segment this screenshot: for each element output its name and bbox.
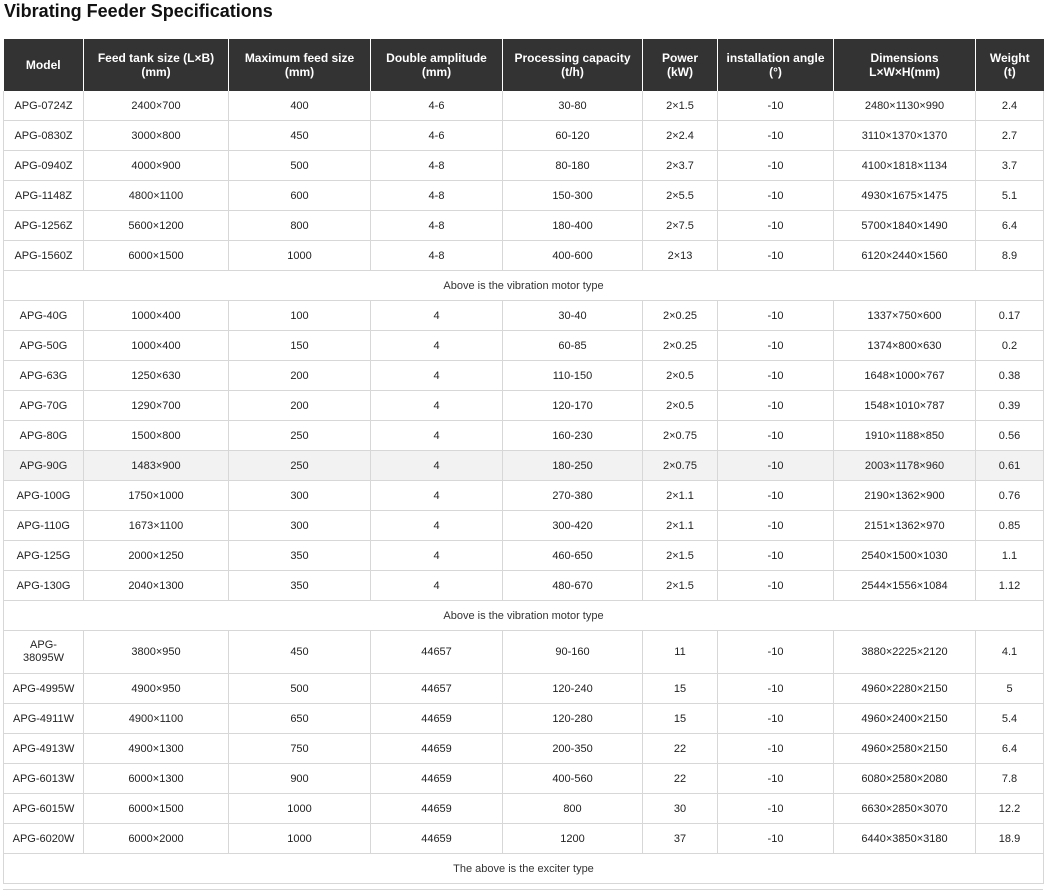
table-cell: -10 — [718, 541, 834, 571]
bottom-divider — [3, 889, 1043, 890]
table-row — [4, 541, 1044, 571]
table-header — [4, 39, 1044, 91]
table-row — [4, 331, 1044, 361]
table-cell: 3880×2225×2120 — [834, 631, 976, 674]
table-cell: 1000×400 — [84, 331, 229, 361]
table-cell: 0.76 — [976, 481, 1044, 511]
table-cell: 180-250 — [503, 451, 643, 481]
column-header: Processing capacity (t/h) — [503, 39, 643, 91]
table-row — [4, 151, 1044, 181]
table-row — [4, 704, 1044, 734]
model-cell: APG-90G — [4, 451, 84, 481]
table-cell: 400-560 — [503, 764, 643, 794]
table-cell: 350 — [229, 571, 371, 601]
table-cell: 0.56 — [976, 421, 1044, 451]
table-cell: 0.61 — [976, 451, 1044, 481]
column-header: Model — [4, 39, 84, 91]
table-cell: 22 — [643, 734, 718, 764]
table-cell: 8.9 — [976, 241, 1044, 271]
table-cell: 6000×2000 — [84, 824, 229, 854]
model-cell: APG-70G — [4, 391, 84, 421]
table-cell: 300 — [229, 481, 371, 511]
table-cell: 150 — [229, 331, 371, 361]
table-cell: 60-85 — [503, 331, 643, 361]
model-cell: APG-40G — [4, 301, 84, 331]
table-cell: 6.4 — [976, 734, 1044, 764]
table-cell: 15 — [643, 674, 718, 704]
table-cell: 2×1.5 — [643, 91, 718, 121]
table-cell: 37 — [643, 824, 718, 854]
table-cell: 4000×900 — [84, 151, 229, 181]
table-row — [4, 421, 1044, 451]
table-cell: 4960×2400×2150 — [834, 704, 976, 734]
table-cell: 4930×1675×1475 — [834, 181, 976, 211]
table-cell: -10 — [718, 674, 834, 704]
table-cell: 2×0.25 — [643, 301, 718, 331]
table-cell: 4 — [371, 331, 503, 361]
table-row — [4, 764, 1044, 794]
table-cell: 4-6 — [371, 91, 503, 121]
table-cell: 30 — [643, 794, 718, 824]
table-row — [4, 391, 1044, 421]
table-cell: 2×2.4 — [643, 121, 718, 151]
table-cell: 6630×2850×3070 — [834, 794, 976, 824]
table-cell: 5.4 — [976, 704, 1044, 734]
table-cell: -10 — [718, 631, 834, 674]
table-cell: 5700×1840×1490 — [834, 211, 976, 241]
table-cell: 3000×800 — [84, 121, 229, 151]
table-cell: 30-80 — [503, 91, 643, 121]
table-cell: 7.8 — [976, 764, 1044, 794]
column-header: Maximum feed size (mm) — [229, 39, 371, 91]
table-cell: 1290×700 — [84, 391, 229, 421]
table-cell: 300 — [229, 511, 371, 541]
table-cell: 750 — [229, 734, 371, 764]
table-cell: -10 — [718, 331, 834, 361]
table-cell: 120-240 — [503, 674, 643, 704]
table-cell: 2×0.75 — [643, 421, 718, 451]
table-cell: 6120×2440×1560 — [834, 241, 976, 271]
table-row — [4, 824, 1044, 854]
table-cell: 4-6 — [371, 121, 503, 151]
table-cell: -10 — [718, 451, 834, 481]
table-cell: 12.2 — [976, 794, 1044, 824]
table-body — [4, 91, 1044, 884]
table-cell: 4 — [371, 361, 503, 391]
table-cell: -10 — [718, 481, 834, 511]
table-cell: 1500×800 — [84, 421, 229, 451]
table-cell: -10 — [718, 391, 834, 421]
table-cell: -10 — [718, 764, 834, 794]
table-cell: 120-280 — [503, 704, 643, 734]
model-cell: APG-1148Z — [4, 181, 84, 211]
table-cell: 2480×1130×990 — [834, 91, 976, 121]
model-cell: APG-6015W — [4, 794, 84, 824]
table-row — [4, 794, 1044, 824]
model-cell: APG-6013W — [4, 764, 84, 794]
table-cell: 160-230 — [503, 421, 643, 451]
table-cell: 0.2 — [976, 331, 1044, 361]
table-cell: 44657 — [371, 674, 503, 704]
table-cell: 4 — [371, 571, 503, 601]
table-cell: 1910×1188×850 — [834, 421, 976, 451]
table-cell: 90-160 — [503, 631, 643, 674]
table-cell: 400-600 — [503, 241, 643, 271]
specifications-table — [3, 39, 1044, 884]
table-cell: -10 — [718, 421, 834, 451]
table-cell: 6440×3850×3180 — [834, 824, 976, 854]
table-cell: 250 — [229, 421, 371, 451]
table-cell: 4 — [371, 421, 503, 451]
table-cell: 1.12 — [976, 571, 1044, 601]
table-cell: 1250×630 — [84, 361, 229, 391]
table-cell: 460-650 — [503, 541, 643, 571]
table-cell: 4900×1100 — [84, 704, 229, 734]
table-cell: 4800×1100 — [84, 181, 229, 211]
table-cell: 2×0.5 — [643, 361, 718, 391]
table-cell: 2003×1178×960 — [834, 451, 976, 481]
table-cell: 2×5.5 — [643, 181, 718, 211]
table-cell: -10 — [718, 734, 834, 764]
table-row — [4, 301, 1044, 331]
table-cell: 800 — [503, 794, 643, 824]
table-cell: 44659 — [371, 734, 503, 764]
table-cell: 270-380 — [503, 481, 643, 511]
table-cell: 1648×1000×767 — [834, 361, 976, 391]
table-cell: 15 — [643, 704, 718, 734]
table-cell: 2×7.5 — [643, 211, 718, 241]
table-cell: 4 — [371, 301, 503, 331]
model-cell: APG-63G — [4, 361, 84, 391]
table-row — [4, 631, 1044, 674]
table-cell: 2×3.7 — [643, 151, 718, 181]
table-cell: -10 — [718, 241, 834, 271]
table-cell: 200 — [229, 361, 371, 391]
table-cell: 2×1.5 — [643, 571, 718, 601]
table-cell: 44659 — [371, 704, 503, 734]
model-cell: APG-0830Z — [4, 121, 84, 151]
table-cell: 200-350 — [503, 734, 643, 764]
table-cell: 6.4 — [976, 211, 1044, 241]
table-cell: 11 — [643, 631, 718, 674]
table-row — [4, 361, 1044, 391]
table-cell: 3110×1370×1370 — [834, 121, 976, 151]
table-cell: 4-8 — [371, 211, 503, 241]
table-cell: 0.17 — [976, 301, 1044, 331]
table-cell: 4100×1818×1134 — [834, 151, 976, 181]
table-row — [4, 91, 1044, 121]
table-cell: 650 — [229, 704, 371, 734]
table-cell: 4.1 — [976, 631, 1044, 674]
model-cell: APG-125G — [4, 541, 84, 571]
table-cell: 2×13 — [643, 241, 718, 271]
table-cell: 2×1.1 — [643, 511, 718, 541]
table-cell: 2040×1300 — [84, 571, 229, 601]
table-cell: 60-120 — [503, 121, 643, 151]
note-text: Above is the vibration motor type — [4, 601, 1044, 631]
table-cell: 1.1 — [976, 541, 1044, 571]
table-cell: 44657 — [371, 631, 503, 674]
page-title: Vibrating Feeder Specifications — [4, 1, 273, 21]
model-cell: APG-0940Z — [4, 151, 84, 181]
table-cell: 44659 — [371, 824, 503, 854]
table-cell: 6000×1300 — [84, 764, 229, 794]
table-cell: -10 — [718, 571, 834, 601]
table-cell: 4960×2280×2150 — [834, 674, 976, 704]
table-cell: -10 — [718, 121, 834, 151]
table-cell: 4 — [371, 451, 503, 481]
table-cell: 150-300 — [503, 181, 643, 211]
model-cell: APG-100G — [4, 481, 84, 511]
table-cell: 6000×1500 — [84, 794, 229, 824]
table-cell: 44659 — [371, 764, 503, 794]
table-note-row — [4, 271, 1044, 301]
table-cell: -10 — [718, 211, 834, 241]
table-cell: -10 — [718, 824, 834, 854]
table-cell: 0.85 — [976, 511, 1044, 541]
table-cell: 1337×750×600 — [834, 301, 976, 331]
table-cell: -10 — [718, 181, 834, 211]
table-cell: 1374×800×630 — [834, 331, 976, 361]
header-row — [4, 39, 1044, 91]
table-row — [4, 734, 1044, 764]
table-cell: 22 — [643, 764, 718, 794]
column-header: Power (kW) — [643, 39, 718, 91]
table-cell: 500 — [229, 151, 371, 181]
table-cell: -10 — [718, 301, 834, 331]
column-header: Double amplitude (mm) — [371, 39, 503, 91]
column-header: Feed tank size (L×B) (mm) — [84, 39, 229, 91]
table-cell: 2×0.5 — [643, 391, 718, 421]
table-cell: 1000 — [229, 824, 371, 854]
table-cell: 18.9 — [976, 824, 1044, 854]
table-row — [4, 211, 1044, 241]
table-cell: 180-400 — [503, 211, 643, 241]
note-text: Above is the vibration motor type — [4, 271, 1044, 301]
table-cell: 3800×950 — [84, 631, 229, 674]
table-row — [4, 451, 1044, 481]
table-cell: 4900×950 — [84, 674, 229, 704]
table-cell: 2×0.25 — [643, 331, 718, 361]
note-text: The above is the exciter type — [4, 854, 1044, 884]
table-cell: 900 — [229, 764, 371, 794]
table-cell: 30-40 — [503, 301, 643, 331]
table-cell: -10 — [718, 511, 834, 541]
table-cell: 100 — [229, 301, 371, 331]
table-cell: 4900×1300 — [84, 734, 229, 764]
table-cell: -10 — [718, 794, 834, 824]
table-cell: 500 — [229, 674, 371, 704]
table-cell: 3.7 — [976, 151, 1044, 181]
table-cell: 480-670 — [503, 571, 643, 601]
table-cell: 1673×1100 — [84, 511, 229, 541]
table-cell: 2.7 — [976, 121, 1044, 151]
table-cell: 6000×1500 — [84, 241, 229, 271]
table-cell: 4 — [371, 391, 503, 421]
table-note-row — [4, 601, 1044, 631]
table-note-row — [4, 854, 1044, 884]
model-cell: APG-80G — [4, 421, 84, 451]
table-cell: 80-180 — [503, 151, 643, 181]
table-cell: 250 — [229, 451, 371, 481]
table-cell: -10 — [718, 91, 834, 121]
table-row — [4, 674, 1044, 704]
table-cell: 110-150 — [503, 361, 643, 391]
table-cell: 5 — [976, 674, 1044, 704]
table-cell: 300-420 — [503, 511, 643, 541]
table-row — [4, 241, 1044, 271]
model-cell: APG-6020W — [4, 824, 84, 854]
table-cell: 4-8 — [371, 181, 503, 211]
table-cell: 2000×1250 — [84, 541, 229, 571]
model-cell: APG-130G — [4, 571, 84, 601]
table-row — [4, 481, 1044, 511]
table-cell: 1000×400 — [84, 301, 229, 331]
model-cell: APG-4913W — [4, 734, 84, 764]
table-cell: 1750×1000 — [84, 481, 229, 511]
table-cell: 2×0.75 — [643, 451, 718, 481]
table-cell: 5.1 — [976, 181, 1044, 211]
table-cell: 0.39 — [976, 391, 1044, 421]
column-header: installation angle (°) — [718, 39, 834, 91]
table-cell: 400 — [229, 91, 371, 121]
model-cell: APG-1256Z — [4, 211, 84, 241]
table-cell: 2×1.1 — [643, 481, 718, 511]
model-cell: APG-50G — [4, 331, 84, 361]
table-cell: 2400×700 — [84, 91, 229, 121]
table-row — [4, 511, 1044, 541]
table-cell: 350 — [229, 541, 371, 571]
table-cell: 4-8 — [371, 151, 503, 181]
table-cell: 44659 — [371, 794, 503, 824]
table-cell: 2.4 — [976, 91, 1044, 121]
table-cell: 200 — [229, 391, 371, 421]
model-cell: APG-4995W — [4, 674, 84, 704]
table-cell: -10 — [718, 151, 834, 181]
table-cell: 450 — [229, 121, 371, 151]
table-cell: 4 — [371, 511, 503, 541]
column-header: Dimensions L×W×H(mm) — [834, 39, 976, 91]
table-cell: -10 — [718, 361, 834, 391]
table-cell: 4960×2580×2150 — [834, 734, 976, 764]
table-cell: 2×1.5 — [643, 541, 718, 571]
table-row — [4, 181, 1044, 211]
table-cell: 6080×2580×2080 — [834, 764, 976, 794]
model-cell: APG-4911W — [4, 704, 84, 734]
table-cell: 2190×1362×900 — [834, 481, 976, 511]
model-cell: APG-110G — [4, 511, 84, 541]
model-cell: APG-0724Z — [4, 91, 84, 121]
column-header: Weight (t) — [976, 39, 1044, 91]
table-row — [4, 121, 1044, 151]
model-cell: APG- 38095W — [4, 631, 84, 674]
table-cell: 120-170 — [503, 391, 643, 421]
model-cell: APG-1560Z — [4, 241, 84, 271]
table-cell: -10 — [718, 704, 834, 734]
table-cell: 4-8 — [371, 241, 503, 271]
table-row — [4, 571, 1044, 601]
table-cell: 600 — [229, 181, 371, 211]
table-cell: 5600×1200 — [84, 211, 229, 241]
table-cell: 1483×900 — [84, 451, 229, 481]
table-cell: 1548×1010×787 — [834, 391, 976, 421]
table-cell: 450 — [229, 631, 371, 674]
table-cell: 1000 — [229, 794, 371, 824]
table-cell: 0.38 — [976, 361, 1044, 391]
table-cell: 1000 — [229, 241, 371, 271]
table-cell: 4 — [371, 481, 503, 511]
table-cell: 2544×1556×1084 — [834, 571, 976, 601]
table-cell: 4 — [371, 541, 503, 571]
table-cell: 2540×1500×1030 — [834, 541, 976, 571]
table-cell: 2151×1362×970 — [834, 511, 976, 541]
table-cell: 800 — [229, 211, 371, 241]
table-cell: 1200 — [503, 824, 643, 854]
